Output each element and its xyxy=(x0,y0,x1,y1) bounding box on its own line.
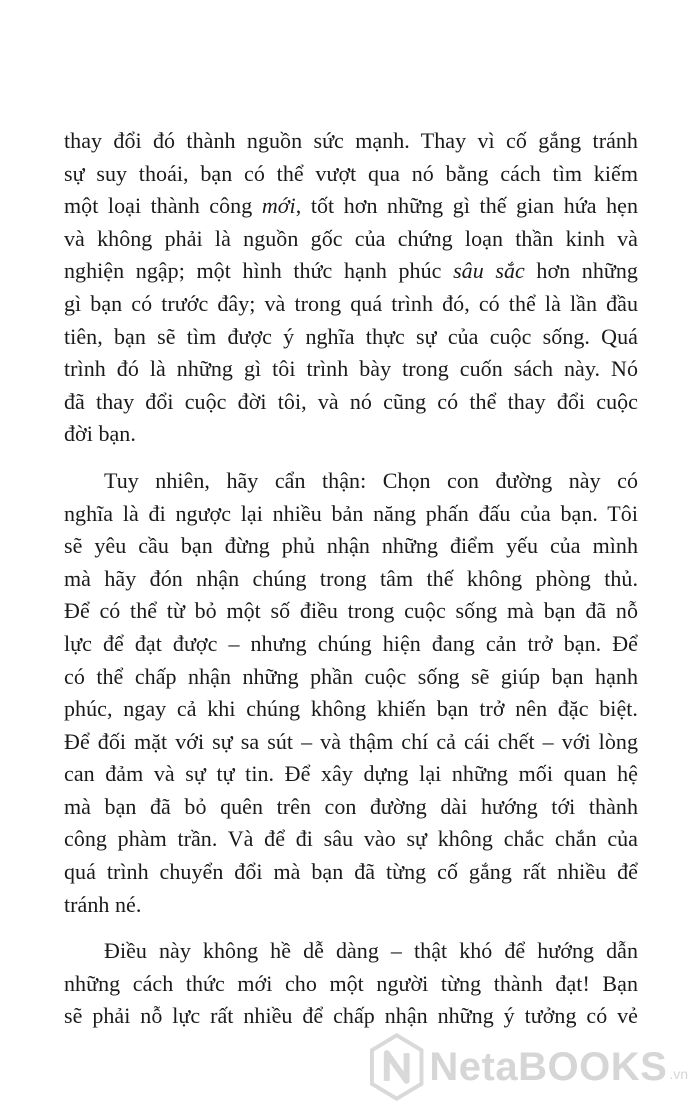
text-line: sẽ yêu cầu bạn đừng phủ nhận những điểm yếu của mình xyxy=(64,533,638,559)
text-line: lực để đạt được – nhưng chúng hiện đang cản trở bạn. Để xyxy=(64,630,638,656)
text-line: Để đối mặt với sự sa sút – và thậm chí cả cái chết – với lòng xyxy=(64,728,638,754)
text-line: Tuy nhiên, hãy cẩn thận: Chọn con đường này có xyxy=(104,467,638,493)
watermark-suffix: .vn xyxy=(669,1066,688,1082)
text-line: sẽ phải nỗ lực rất nhiều để chấp nhận những ý tưởng có vẻ xyxy=(64,1003,638,1029)
text-line: quá trình chuyển đổi mà bạn đã từng cố gắng rất nhiều để xyxy=(64,859,638,885)
watermark-text: NetaBOOKS xyxy=(429,1044,668,1089)
paragraph-gap xyxy=(64,451,638,465)
text-line: đã thay đổi cuộc đời tôi, và nó cũng có thể thay đổi cuộc xyxy=(64,388,638,414)
netabooks-watermark xyxy=(368,1024,688,1110)
text-line: và không phải là nguồn gốc của chứng loạn thần kinh và xyxy=(64,225,638,251)
netabooks-logo-icon xyxy=(368,1031,425,1103)
text-line: phúc, ngay cả khi chúng không khiến bạn trở nên đặc biệt. xyxy=(64,696,638,722)
page-body-text xyxy=(64,125,638,1033)
text-line: mà hãy đón nhận chúng trong tâm thế không phòng thủ. xyxy=(64,565,638,591)
emphasis: mới xyxy=(261,193,296,219)
text-line: can đảm và sự tự tin. Để xây dựng lại những mối quan hệ xyxy=(64,761,638,787)
text-line: tiên, bạn sẽ tìm được ý nghĩa thực sự của cuộc sống. Quá xyxy=(64,323,638,349)
paragraph-gap xyxy=(64,921,638,935)
text-line: nghĩa là đi ngược lại nhiều bản năng phấn đấu của bạn. Tôi xyxy=(64,500,638,526)
text-line: thay đổi đó thành nguồn sức mạnh. Thay vì cố gắng tránh xyxy=(64,128,638,153)
text-line: đời bạn. xyxy=(64,421,136,447)
text-line: mà bạn đã bỏ quên trên con đường dài hướng tới thành xyxy=(64,793,638,819)
paragraph-3 xyxy=(64,935,638,1033)
text-line: công phàm trần. Và để đi sâu vào sự không chắc chắn của xyxy=(64,826,638,852)
text-line: Để có thể từ bỏ một số điều trong cuộc sống mà bạn đã nỗ xyxy=(64,598,638,624)
paragraph-1 xyxy=(64,125,638,451)
text-line: những cách thức mới cho một người từng thành đạt! Bạn xyxy=(64,970,638,996)
text-line: có thể chấp nhận những phần cuộc sống sẽ giúp bạn hạnh xyxy=(64,663,638,689)
text-line: một loại thành công mới, tốt hơn những gì thế gian hứa hẹn xyxy=(64,193,639,219)
paragraph-2 xyxy=(64,465,638,921)
text-line: tránh né. xyxy=(64,891,142,917)
text-line: Điều này không hề dễ dàng – thật khó để hướng dẫn xyxy=(104,938,638,964)
emphasis: sâu sắc xyxy=(453,258,525,284)
text-line: gì bạn có trước đây; và trong quá trình đó, có thể là lần đầu xyxy=(64,290,638,316)
text-line: sự suy thoái, bạn có thể vượt qua nó bằng cách tìm kiếm xyxy=(64,160,638,186)
text-line: trình đó là những gì tôi trình bày trong cuốn sách này. Nó xyxy=(64,356,638,382)
text-line: nghiện ngập; một hình thức hạnh phúc sâu sắc hơn những xyxy=(64,258,638,284)
